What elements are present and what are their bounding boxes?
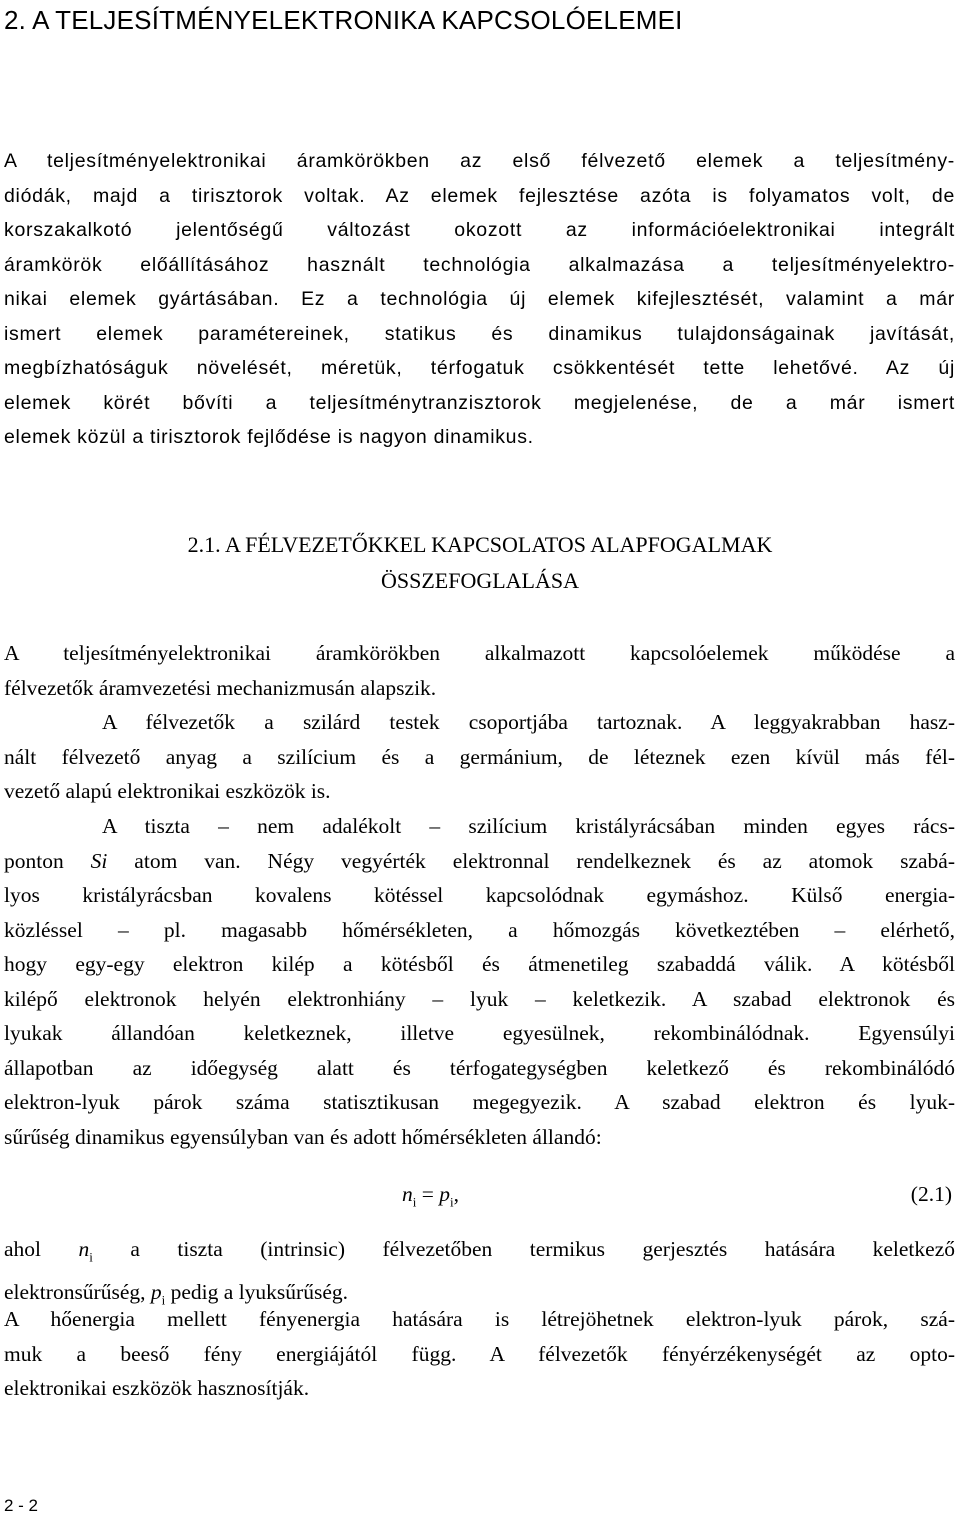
section-heading-line: ÖSSZEFOGLALÁSA [380, 568, 580, 593]
equation-2-1 [0, 1176, 960, 1212]
text-line: A teljesítményelektronikai áramkörökben az első félvezető elemek a teljesítmény- [4, 150, 955, 172]
text-line: megbízhatóságuk növelését, méretük, térfogatuk csökkentését tette lehetővé. Az új [4, 357, 955, 379]
body-paragraph [4, 809, 955, 1154]
text-line: A teljesítményelektronikai áramkörökben alkalmazott kapcsolóelemek működése a [4, 641, 955, 665]
text-line: sűrűség dinamikus egyensúlyban van és adott hőmérsékleten állandó: [4, 1124, 602, 1149]
equation-number: (2.1) [910, 1182, 952, 1206]
text-line: nált félvezető anyag a szilícium és a germánium, de léteznek ezen kívül más fél- [4, 744, 955, 769]
text-line: korszakalkotó jelentőségű változást okozott az információelektronikai integrált [4, 219, 955, 241]
text-line: elemek közül a tirisztorok fejlődése is nagyon dinamikus. [4, 426, 534, 448]
text-line: A hőenergia mellett fényenergia hatására is létrejöhetnek elektron-lyuk párok, szá- [4, 1307, 955, 1331]
text-line: elektronsűrűség, $p_i$ pedig a lyuksűrűség. [4, 1279, 348, 1308]
text-line: ismert elemek paramétereinek, statikus és dinamikus tulajdonságainak javítását, [4, 322, 955, 345]
equation-body: $n_i = p_i$, [402, 1182, 460, 1210]
text-line: elektronikai eszközök hasznosítják. [4, 1376, 310, 1400]
body-paragraph [4, 1302, 955, 1406]
page-number: 2 - 2 [4, 1496, 39, 1515]
text-line: lyukak állandóan keletkeznek, illetve egyesülnek, rekombinálódnak. Egyensúlyi [4, 1021, 955, 1045]
body-paragraph [4, 705, 955, 809]
text-line: A félvezetők a szilárd testek csoportjába tartoznak. A leggyakrabban hasz- [102, 710, 955, 734]
text-line: ahol $n_i$ a tiszta (intrinsic) félvezetőben termikus gerjesztés hatására keletkező [4, 1237, 955, 1265]
text-line: muk a beeső fény energiájától függ. A félvezetők fényérzékenységét az opto- [4, 1341, 955, 1366]
text-line: hogy egy-egy elektron kilép a kötésből és átmenetileg szabaddá válik. A kötésből [4, 952, 955, 976]
text-line: elemek körét bővíti a teljesítménytranzisztorok megjelenése, de a már ismert [4, 391, 955, 414]
intro-paragraph [4, 144, 955, 455]
body-paragraph [4, 636, 955, 705]
text-line: vezető alapú elektronikai eszközök is. [4, 779, 331, 803]
text-line: diódák, majd a tirisztorok voltak. Az elemek fejlesztése azóta is folyamatos volt, de [4, 184, 955, 207]
text-line: közléssel – pl. magasabb hőmérsékleten, a hőmozgás következtében – elérhető, [4, 917, 955, 942]
text-line: elektron-lyuk párok száma statisztikusan megegyezik. A szabad elektron és lyuk- [4, 1090, 955, 1114]
text-line: lyos kristályrácsban kovalens kötéssel kapcsolódnak egymáshoz. Külső energia- [4, 883, 955, 907]
section-heading-line: 2.1. A FÉLVEZETŐKKEL KAPCSOLATOS ALAPFOGALMAK [187, 532, 773, 557]
text-line: A tiszta – nem adalékolt – szilícium kristályrácsában minden egyes rács- [102, 814, 955, 838]
symbol-si: Si [90, 848, 108, 873]
text-line: nikai elemek gyártásában. Ez a technológia új elemek kifejlesztését, valamint a már [4, 288, 955, 310]
chapter-title: 2. A TELJESÍTMÉNYELEKTRONIKA KAPCSOLÓELEMEI [4, 5, 683, 35]
text-line: kilépő elektronok helyén elektronhiány – lyuk – keletkezik. A szabad elektronok és [4, 986, 955, 1011]
text-line: félvezetők áramvezetési mechanizmusán alapszik. [4, 675, 437, 700]
section-heading [0, 527, 960, 599]
text-line: ponton Si atom van. Négy vegyérték elektronnal rendelkeznek és az atomok szabá- [4, 848, 955, 873]
text-line: áramkörök előállításához használt technológia alkalmazása a teljesítményelektro- [4, 253, 955, 276]
text-line: állapotban az időegység alatt és térfogategységben keletkező és rekombinálódó [4, 1055, 955, 1080]
